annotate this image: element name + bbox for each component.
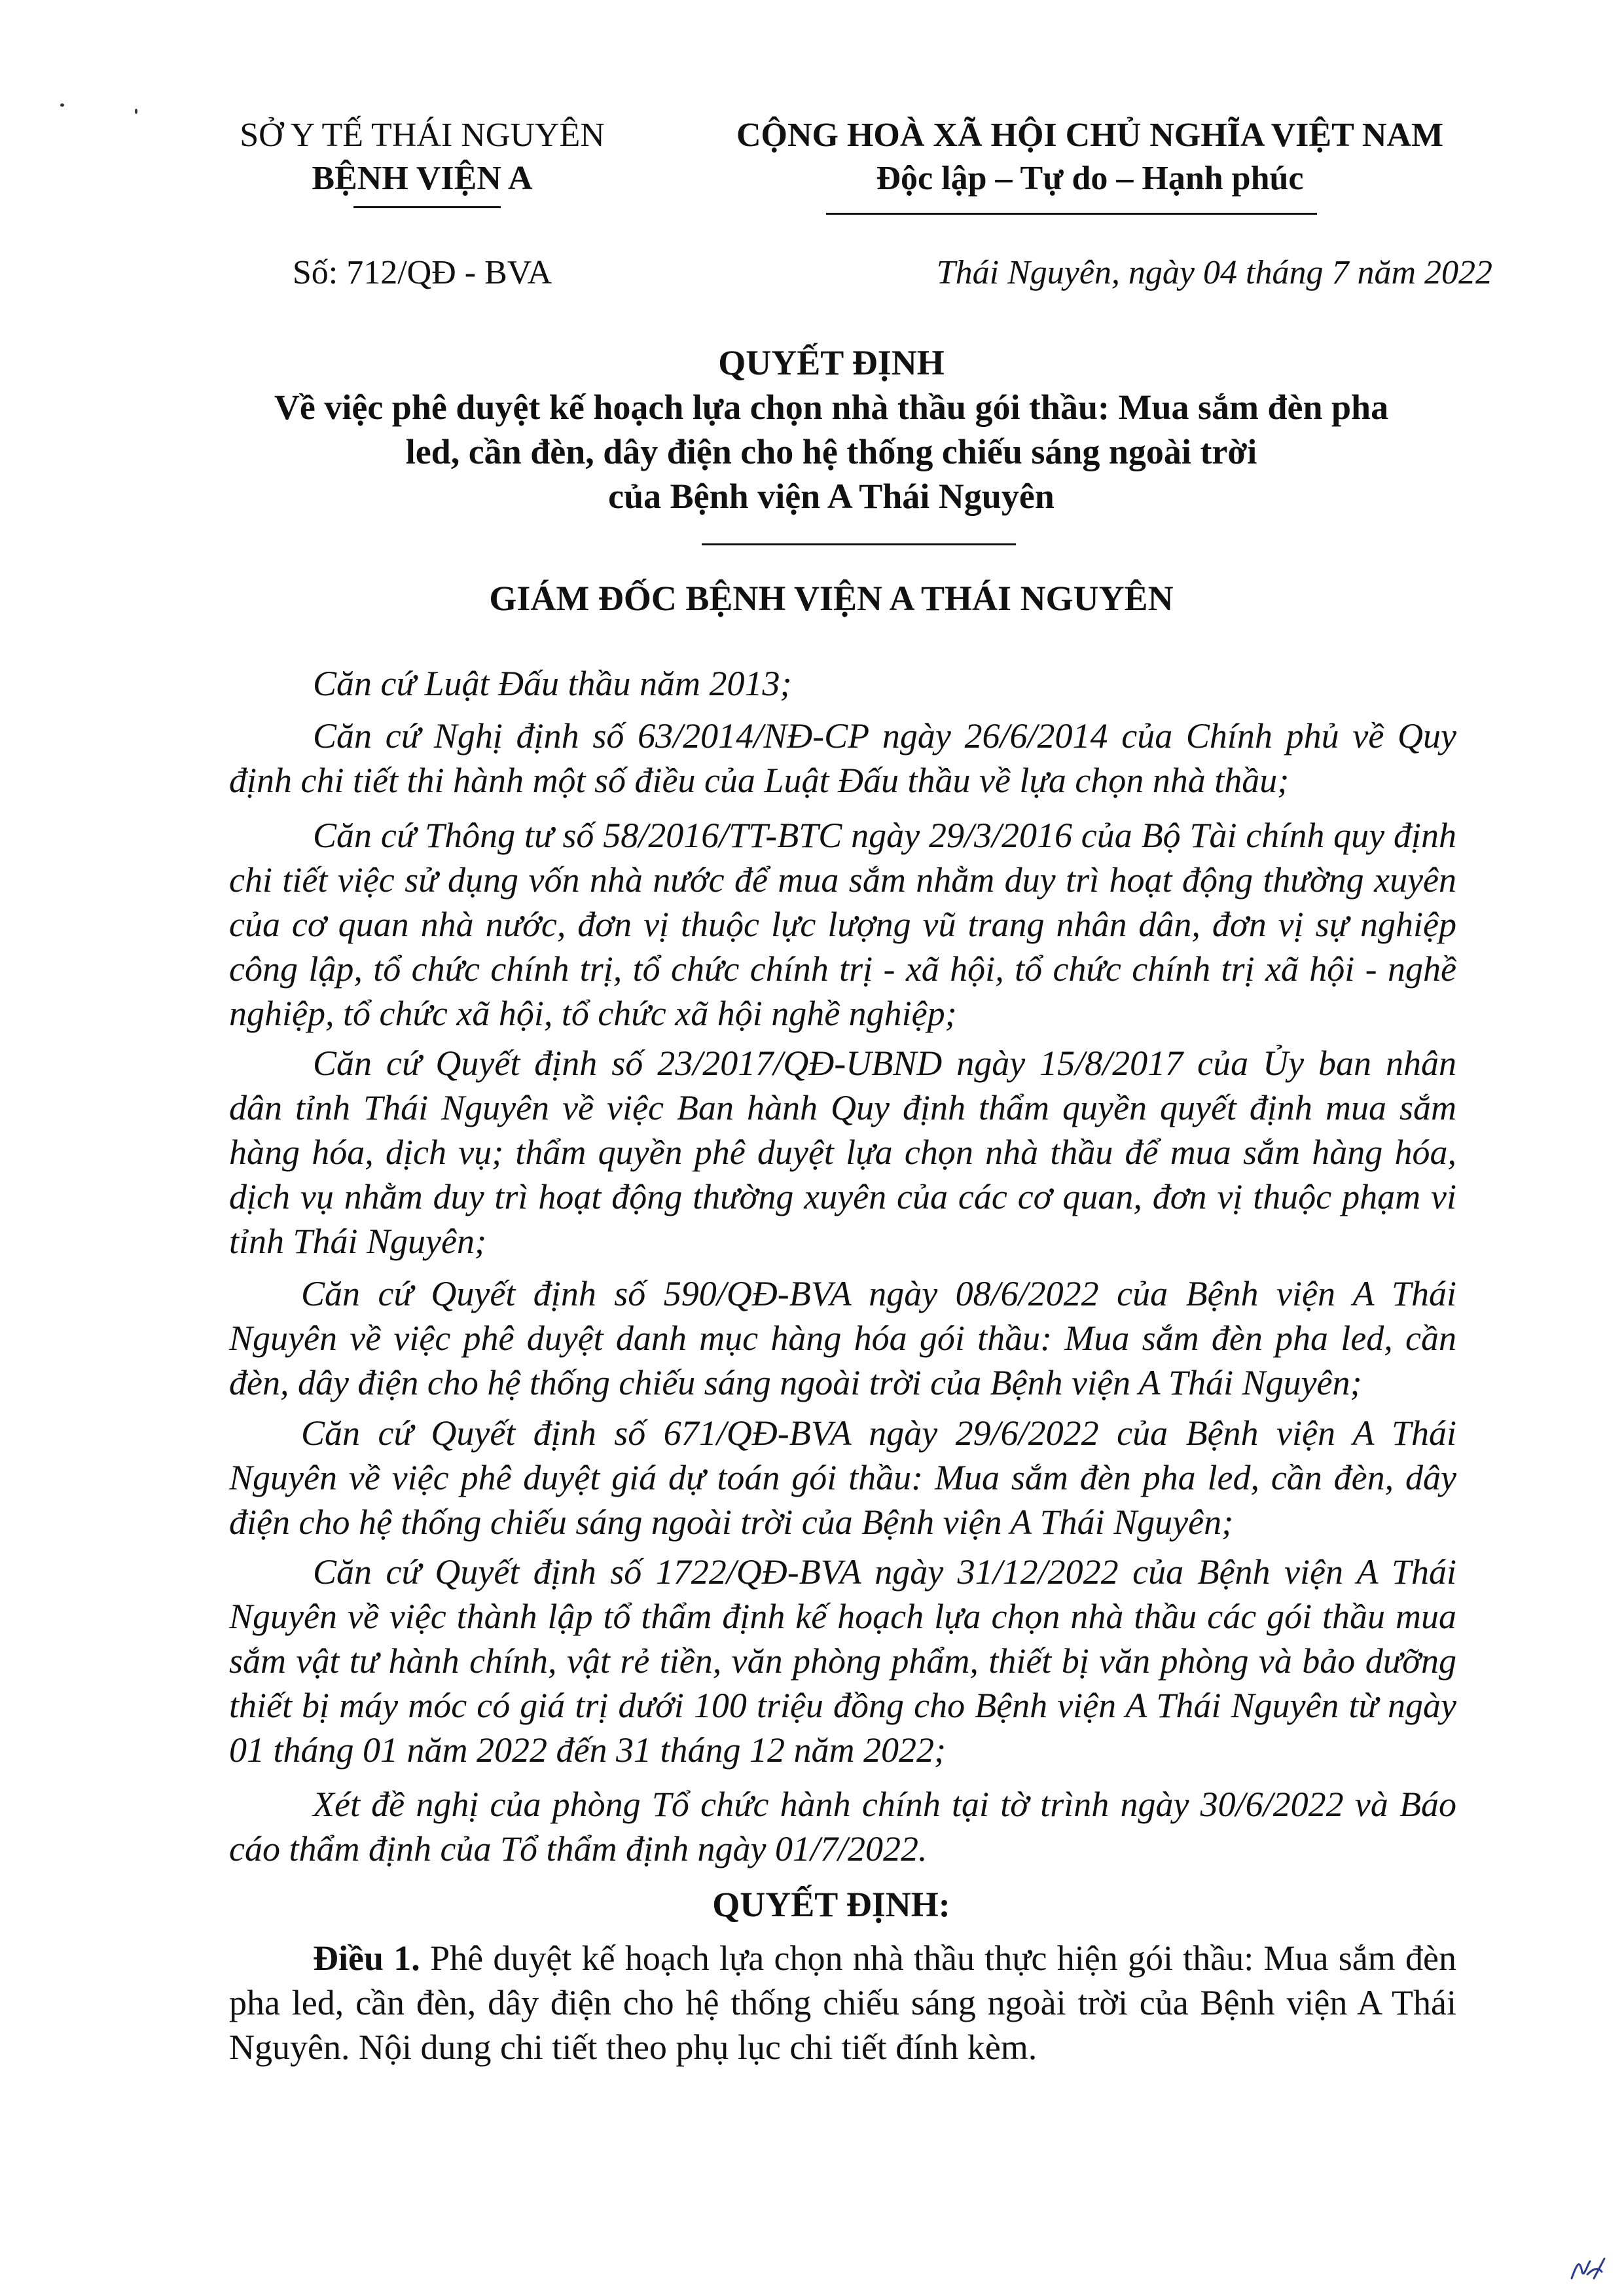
article-1-text: Phê duyệt kế hoạch lựa chọn nhà thầu thực hiện gói thầu: Mua sắm đèn pha led, cần đèn, dây điện cho hệ thống chiếu sáng ngoài trời của Bệnh viện A Thái Nguyên. Nội dung chi tiết theo phụ lục chi tiết đính kèm. xyxy=(229,1939,1457,2067)
basis-paragraph-5 xyxy=(229,1271,1456,1405)
document-number: Số: 712/QĐ - BVA xyxy=(292,254,552,291)
scan-speck xyxy=(60,103,64,107)
basis-paragraph-8 xyxy=(229,1782,1456,1871)
basis-text-2: Căn cứ Nghị định số 63/2014/NĐ-CP ngày 26/6/2014 của Chính phủ về Quy định chi tiết thi hành một số điều của Luật Đấu thầu về lựa chọn nhà thầu; xyxy=(229,716,1456,800)
title-subject-line-3: của Bệnh viện A Thái Nguyên xyxy=(608,477,1055,516)
national-motto: Độc lập – Tự do – Hạnh phúc xyxy=(876,160,1304,197)
header-left xyxy=(216,114,628,200)
header-left-rule xyxy=(353,206,501,208)
header-right-rule xyxy=(826,213,1317,215)
date-line: Thái Nguyên, ngày 04 tháng 7 năm 2022 xyxy=(936,254,1492,291)
basis-text-3: Căn cứ Thông tư số 58/2016/TT-BTC ngày 29/3/2016 của Bộ Tài chính quy định chi tiết việc sử dụng vốn nhà nước để mua sắm nhằm duy trì hoạt động thường xuyên của cơ quan nhà nước, đơn vị thuộc lực lượng vũ trang nhân dân, đơn vị sự nghiệp công lập, tổ chức chính trị, tổ chức chính trị - xã hội, tổ chức chính trị xã hội - nghề nghiệp, tổ chức xã hội, tổ chức xã hội nghề nghiệp; xyxy=(229,816,1456,1033)
ministry-name: SỞ Y TẾ THÁI NGUYÊN xyxy=(240,117,605,154)
article-1-label: Điều 1. xyxy=(313,1939,420,1978)
basis-text-4: Căn cứ Quyết định số 23/2017/QĐ-UBND ngày 15/8/2017 của Ủy ban nhân dân tỉnh Thái Nguyên về việc Ban hành Quy định thẩm quyền quyết định mua sắm hàng hóa, dịch vụ; thẩm quyền phê duyệt lựa chọn nhà thầu để mua sắm hàng hóa, dịch vụ nhằm duy trì hoạt động thường xuyên của các cơ quan, đơn vị thuộc phạm vi tỉnh Thái Nguyên; xyxy=(229,1044,1456,1261)
basis-paragraph-3 xyxy=(229,813,1456,1036)
issuing-authority: GIÁM ĐỐC BỆNH VIỆN A THÁI NGUYÊN xyxy=(489,579,1174,618)
basis-paragraph-1 xyxy=(229,661,1456,706)
title-subject-line-2: led, cần đèn, dây điện cho hệ thống chiếu sáng ngoài trời xyxy=(405,432,1257,471)
basis-text-1: Căn cứ Luật Đấu thầu năm 2013; xyxy=(313,664,792,703)
basis-paragraph-6 xyxy=(229,1411,1456,1544)
basis-text-6: Căn cứ Quyết định số 671/QĐ-BVA ngày 29/6/2022 của Bệnh viện A Thái Nguyên về việc phê duyệt giá dự toán gói thầu: Mua sắm đèn pha led, cần đèn, dây điện cho hệ thống chiếu sáng ngoài trời của Bệnh viện A Thái Nguyên; xyxy=(229,1413,1456,1542)
title-rule xyxy=(702,543,1016,545)
country-name: CỘNG HOÀ XÃ HỘI CHỦ NGHĨA VIỆT NAM xyxy=(736,117,1444,154)
basis-paragraph-4 xyxy=(229,1041,1456,1264)
basis-text-8: Xét đề nghị của phòng Tổ chức hành chính tại tờ trình ngày 30/6/2022 và Báo cáo thẩm định của Tổ thẩm định ngày 01/7/2022. xyxy=(229,1785,1456,1868)
header-right xyxy=(681,114,1499,200)
article-1-paragraph xyxy=(229,1936,1456,2069)
title-heading: QUYẾT ĐỊNH xyxy=(718,343,945,382)
scan-speck xyxy=(135,109,137,114)
title-block xyxy=(190,340,1473,519)
basis-text-7: Căn cứ Quyết định số 1722/QĐ-BVA ngày 31/12/2022 của Bệnh viện A Thái Nguyên về việc thành lập tổ thẩm định kế hoạch lựa chọn nhà thầu các gói thầu mua sắm vật tư hành chính, vật rẻ tiền, văn phòng phẩm, thiết bị văn phòng và bảo dưỡng thiết bị máy móc có giá trị dưới 100 triệu đồng cho Bệnh viện A Thái Nguyên từ ngày 01 tháng 01 năm 2022 đến 31 tháng 12 năm 2022; xyxy=(229,1552,1456,1770)
organization-name: BỆNH VIỆN A xyxy=(312,160,533,197)
title-subject-line-1: Về việc phê duyệt kế hoạch lựa chọn nhà thầu gói thầu: Mua sắm đèn pha xyxy=(274,388,1389,427)
decision-heading: QUYẾT ĐỊNH: xyxy=(712,1885,950,1924)
basis-text-5: Căn cứ Quyết định số 590/QĐ-BVA ngày 08/6/2022 của Bệnh viện A Thái Nguyên về việc phê duyệt danh mục hàng hóa gói thầu: Mua sắm đèn pha led, cần đèn, dây điện cho hệ thống chiếu sáng ngoài trời của Bệnh viện A Thái Nguyên; xyxy=(229,1274,1456,1402)
initials-mark xyxy=(1568,2252,1607,2285)
basis-paragraph-7 xyxy=(229,1550,1456,1772)
basis-paragraph-2 xyxy=(229,714,1456,803)
